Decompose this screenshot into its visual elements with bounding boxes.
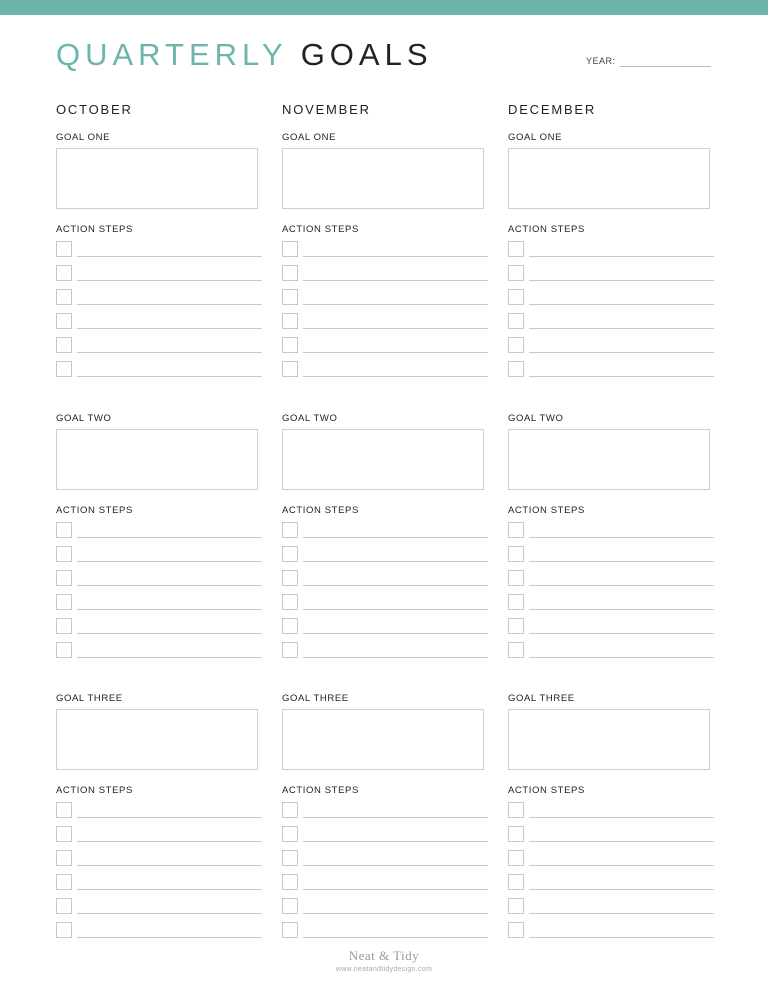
action-step-checkbox[interactable] <box>282 546 298 562</box>
action-step-line[interactable] <box>77 889 262 890</box>
action-step-line[interactable] <box>303 304 488 305</box>
action-step-checkbox[interactable] <box>508 289 524 305</box>
action-step-line[interactable] <box>303 328 488 329</box>
action-step-checkbox[interactable] <box>508 241 524 257</box>
action-step-checkbox[interactable] <box>508 898 524 914</box>
action-steps-label: ACTION STEPS <box>56 785 133 796</box>
action-step-line[interactable] <box>303 256 488 257</box>
action-step-checkbox[interactable] <box>56 850 72 866</box>
action-step-checkbox[interactable] <box>282 802 298 818</box>
action-step-checkbox[interactable] <box>282 241 298 257</box>
action-step-checkbox[interactable] <box>56 570 72 586</box>
month-heading: OCTOBER <box>56 102 133 117</box>
month-heading: NOVEMBER <box>282 102 371 117</box>
action-step-checkbox[interactable] <box>508 570 524 586</box>
action-step-line[interactable] <box>529 352 714 353</box>
action-step-checkbox[interactable] <box>56 642 72 658</box>
action-step-checkbox[interactable] <box>282 594 298 610</box>
action-step-checkbox[interactable] <box>56 898 72 914</box>
action-step-checkbox[interactable] <box>508 618 524 634</box>
goal-label: GOAL TWO <box>508 413 564 424</box>
action-step-checkbox[interactable] <box>508 802 524 818</box>
action-step-checkbox[interactable] <box>508 594 524 610</box>
action-step-line[interactable] <box>77 817 262 818</box>
action-step-line[interactable] <box>303 913 488 914</box>
action-step-checkbox[interactable] <box>282 874 298 890</box>
action-step-line[interactable] <box>77 561 262 562</box>
action-step-line[interactable] <box>77 328 262 329</box>
action-step-line[interactable] <box>77 352 262 353</box>
action-step-line[interactable] <box>529 865 714 866</box>
action-step-checkbox[interactable] <box>56 522 72 538</box>
action-step-line[interactable] <box>77 304 262 305</box>
action-steps-label: ACTION STEPS <box>508 224 585 235</box>
action-step-checkbox[interactable] <box>282 922 298 938</box>
action-step-line[interactable] <box>77 280 262 281</box>
goal-text-box[interactable] <box>282 148 484 209</box>
action-step-checkbox[interactable] <box>56 337 72 353</box>
goal-text-box[interactable] <box>508 709 710 770</box>
action-step-line[interactable] <box>529 561 714 562</box>
action-step-checkbox[interactable] <box>56 361 72 377</box>
action-steps-label: ACTION STEPS <box>508 785 585 796</box>
action-step-line[interactable] <box>303 889 488 890</box>
action-steps-label: ACTION STEPS <box>282 505 359 516</box>
action-step-line[interactable] <box>77 841 262 842</box>
action-step-checkbox[interactable] <box>56 313 72 329</box>
action-step-checkbox[interactable] <box>56 874 72 890</box>
action-step-checkbox[interactable] <box>282 850 298 866</box>
top-color-band <box>0 0 768 15</box>
action-step-checkbox[interactable] <box>508 337 524 353</box>
action-step-line[interactable] <box>303 561 488 562</box>
action-step-checkbox[interactable] <box>282 313 298 329</box>
action-step-line[interactable] <box>77 865 262 866</box>
action-step-line[interactable] <box>529 937 714 938</box>
month-heading: DECEMBER <box>508 102 597 117</box>
action-step-line[interactable] <box>529 913 714 914</box>
action-steps-label: ACTION STEPS <box>508 505 585 516</box>
action-step-line[interactable] <box>303 633 488 634</box>
action-step-line[interactable] <box>529 256 714 257</box>
action-step-checkbox[interactable] <box>508 265 524 281</box>
action-step-checkbox[interactable] <box>56 594 72 610</box>
goal-label: GOAL TWO <box>282 413 338 424</box>
action-step-line[interactable] <box>77 633 262 634</box>
brand-logo: Neat & Tidy <box>348 948 420 963</box>
action-step-line[interactable] <box>303 937 488 938</box>
goal-text-box[interactable] <box>508 148 710 209</box>
action-step-checkbox[interactable] <box>508 922 524 938</box>
goal-text-box[interactable] <box>56 148 258 209</box>
year-label: YEAR: <box>586 56 616 66</box>
action-step-line[interactable] <box>77 657 262 658</box>
title-main: GOALS <box>300 37 433 72</box>
action-step-line[interactable] <box>303 865 488 866</box>
action-step-line[interactable] <box>77 937 262 938</box>
goal-text-box[interactable] <box>282 709 484 770</box>
action-step-line[interactable] <box>77 376 262 377</box>
action-steps-label: ACTION STEPS <box>56 505 133 516</box>
action-step-line[interactable] <box>529 280 714 281</box>
action-step-checkbox[interactable] <box>508 874 524 890</box>
action-step-checkbox[interactable] <box>56 618 72 634</box>
action-step-checkbox[interactable] <box>282 570 298 586</box>
action-step-line[interactable] <box>529 657 714 658</box>
action-step-line[interactable] <box>303 817 488 818</box>
action-step-checkbox[interactable] <box>282 361 298 377</box>
action-step-line[interactable] <box>77 609 262 610</box>
action-step-line[interactable] <box>77 256 262 257</box>
action-step-checkbox[interactable] <box>282 522 298 538</box>
action-step-line[interactable] <box>303 280 488 281</box>
action-step-line[interactable] <box>303 537 488 538</box>
year-input-line[interactable] <box>620 66 711 67</box>
action-step-line[interactable] <box>529 376 714 377</box>
action-step-checkbox[interactable] <box>282 337 298 353</box>
goal-label: GOAL ONE <box>508 132 563 143</box>
action-step-line[interactable] <box>529 328 714 329</box>
title-accent: QUARTERLY <box>56 37 288 72</box>
goal-label: GOAL THREE <box>282 693 349 704</box>
action-step-line[interactable] <box>303 376 488 377</box>
action-steps-label: ACTION STEPS <box>56 224 133 235</box>
goal-label: GOAL THREE <box>508 693 575 704</box>
action-step-line[interactable] <box>303 657 488 658</box>
action-step-line[interactable] <box>77 913 262 914</box>
action-step-checkbox[interactable] <box>282 289 298 305</box>
action-step-line[interactable] <box>529 585 714 586</box>
action-step-line[interactable] <box>529 889 714 890</box>
action-step-checkbox[interactable] <box>282 642 298 658</box>
action-step-checkbox[interactable] <box>282 265 298 281</box>
goal-label: GOAL ONE <box>56 132 111 143</box>
goal-label: GOAL ONE <box>282 132 337 143</box>
action-steps-label: ACTION STEPS <box>282 224 359 235</box>
action-step-line[interactable] <box>303 352 488 353</box>
action-step-line[interactable] <box>529 304 714 305</box>
goal-text-box[interactable] <box>56 709 258 770</box>
action-steps-label: ACTION STEPS <box>282 785 359 796</box>
goal-label: GOAL THREE <box>56 693 123 704</box>
action-step-line[interactable] <box>529 817 714 818</box>
action-step-line[interactable] <box>77 537 262 538</box>
action-step-checkbox[interactable] <box>508 361 524 377</box>
action-step-checkbox[interactable] <box>56 922 72 938</box>
action-step-checkbox[interactable] <box>508 850 524 866</box>
action-step-checkbox[interactable] <box>508 826 524 842</box>
action-step-line[interactable] <box>529 537 714 538</box>
action-step-checkbox[interactable] <box>282 898 298 914</box>
action-step-checkbox[interactable] <box>508 522 524 538</box>
action-step-line[interactable] <box>529 841 714 842</box>
action-step-checkbox[interactable] <box>56 241 72 257</box>
action-step-checkbox[interactable] <box>508 313 524 329</box>
action-step-checkbox[interactable] <box>508 546 524 562</box>
goal-label: GOAL TWO <box>56 413 112 424</box>
action-step-line[interactable] <box>303 841 488 842</box>
action-step-line[interactable] <box>77 585 262 586</box>
action-step-line[interactable] <box>303 585 488 586</box>
action-step-checkbox[interactable] <box>282 826 298 842</box>
goal-text-box[interactable] <box>282 429 484 490</box>
goal-text-box[interactable] <box>508 429 710 490</box>
action-step-checkbox[interactable] <box>56 546 72 562</box>
brand-url: www.neatandtidydesign.com <box>335 966 433 973</box>
action-step-checkbox[interactable] <box>56 802 72 818</box>
action-step-checkbox[interactable] <box>56 289 72 305</box>
page-title <box>56 36 433 74</box>
action-step-checkbox[interactable] <box>282 618 298 634</box>
action-step-checkbox[interactable] <box>56 826 72 842</box>
action-step-line[interactable] <box>529 633 714 634</box>
action-step-checkbox[interactable] <box>56 265 72 281</box>
action-step-line[interactable] <box>529 609 714 610</box>
action-step-line[interactable] <box>303 609 488 610</box>
goal-text-box[interactable] <box>56 429 258 490</box>
action-step-checkbox[interactable] <box>508 642 524 658</box>
